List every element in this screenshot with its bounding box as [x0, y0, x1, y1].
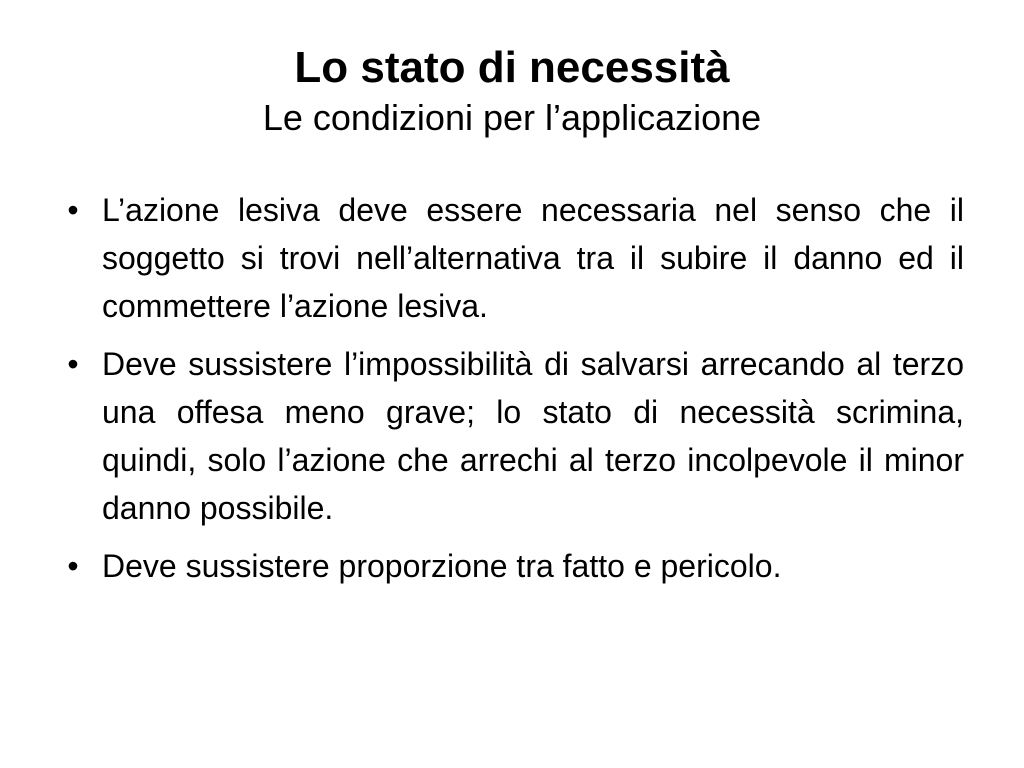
- slide-subtitle: Le condizioni per l’applicazione: [262, 97, 762, 138]
- bullet-item: [58, 186, 964, 330]
- title-block: [0, 40, 1024, 140]
- bullet-text: L’azione lesiva deve essere necessaria nel senso che il soggetto si trovi nell’alternativa tra il subire il danno ed il commettere l’azione lesiva.: [102, 192, 964, 324]
- bullet-dot-icon: •: [67, 192, 79, 228]
- bullet-list: [58, 186, 964, 600]
- slide-title: Lo stato di necessità: [294, 43, 730, 92]
- bullet-item: [58, 542, 964, 590]
- bullet-text: Deve sussistere proporzione tra fatto e pericolo.: [102, 548, 782, 584]
- bullet-item: [58, 340, 964, 532]
- bullet-dot-icon: •: [67, 548, 79, 584]
- bullet-text: Deve sussistere l’impossibilità di salvarsi arrecando al terzo una offesa meno grave; lo stato di necessità scrimina, quindi, solo l’azione che arrechi al terzo incolpevole il minor danno possibile.: [102, 346, 964, 526]
- bullet-dot-icon: •: [67, 346, 79, 382]
